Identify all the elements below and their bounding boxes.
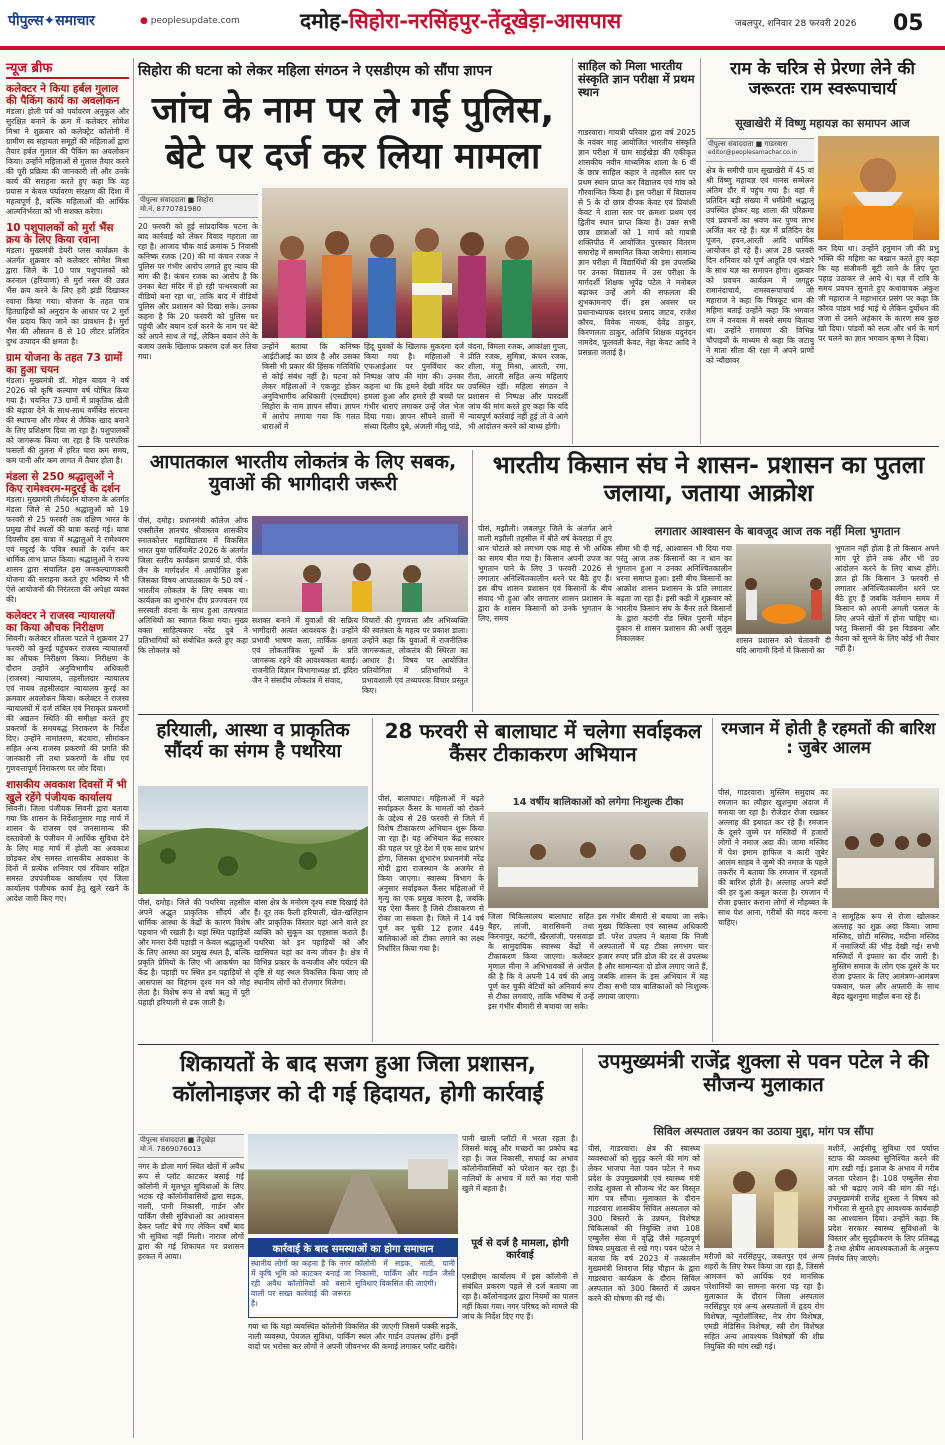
photo-iftar-gathering (832, 788, 939, 908)
subhead-kisan: लगातार आश्वासन के बावजूद आज तक नहीं मिला भुगतान (654, 524, 901, 538)
inset-col-1: स्थानीय लोगों का कहना है कि नगर में कृषि भूमि को काटकर बनाई जा रही अवैध कॉलोनियों को बसाने वालों पर सख्त कार्रवाई की जरूरत है। (251, 1259, 351, 1309)
headline-shukla: उपमुख्यमंत्री राजेंद्र शुक्ला से पवन पटेल ने की सौजन्य मुलाकात (598, 1049, 929, 1096)
shukla-col-2: मरीजों को नरसिंहपुर, जबलपुर एवं अन्य शहरों के लिए रेफर किया जा रहा है, जिससे आमजन को आर्थिक एवं मानसिक परेशानियों का सामना करना पड़ रहा है। मुलाकात के दौरान जिला अस्पताल नरसिंहपुर एवं अन्य अस्पतालों में हृदय रोग विशेषज्ञ, न्यूरोलॉजिस्ट, नेत्र रोग विशेषज्ञ, एमडी मेडिसिन विशेषज्ञ, स्त्री रोग विशेषज्ञ सहित अन्य आवश्यक विशेषज्ञों की शीघ्र नियुक्ति की मांग रखी गई। (704, 1252, 824, 1352)
photo-pathariya-landscape (138, 786, 368, 894)
column-divider (712, 718, 713, 1042)
byline-text: पीपुल्स संवाददाता ■ तेंदूखेड़ा (140, 1136, 216, 1144)
brief-body: मंडला। मुख्यमंत्री डॉ. मोहन यादव ने वर्ष 2026 को कृषि कल्याण वर्ष घोषित किया गया है। चयनित 73 ग्रामों में प्राकृतिक खेती की बढ़ावा देने के साथ-साथ वर्मीबेड संरचना की स्थापना और गोबर से जैविक खाद बनाने के लिए प्रशिक्षण दिया जा रहा है। पशुपालकों को जागरूक किया जा रहा है कि पारंपरिक फसलों की तुलना में हरित चारा कम समय, कम पानी और कम लागत में तैयार होता है। (6, 375, 129, 465)
road-illustration (248, 1134, 458, 1234)
dateline: जबलपुर, शनिवार 28 फरवरी 2026 (735, 19, 857, 29)
brief-body: मंडला। होली पर्व को पर्यावरण अनुकूल और सुरक्षित बनाने के क्रम में कलेक्टर सोमेश मिश्रा ने शुक्रवार को कलेक्ट्रेट कॉलोनी में ग्रामीण स्व सहायता समूहों की महिलाओं द्वारा तैयार हर्बल गुलाल की पैकिंग का अवलोकन किया। उन्होंने महिलाओं से गुलाल तैयार करने की पूरी प्रक्रिया की जानकारी ली और उनके कार्य की सराहना करते हुए कहा कि यह प्रयास न केवल पर्यावरण संरक्षण की दिशा में महत्वपूर्ण है, बल्कि महिलाओं की आर्थिक आत्मनिर्भरता को भी सशक्त करेगा। (6, 107, 129, 217)
colonizer-col-3: पानी खाली प्लॉटों में भरता रहता है। जिससे बदबू और मच्छरों का प्रकोप बढ़ रहा है। जल निकासी, सफाई का अभाव कॉलोनीवासियों को परेशान कर रहा है। नालियों के अभाव में घरों का गंदा पानी खुले में बहता है। (462, 1134, 578, 1194)
column-divider (572, 58, 573, 444)
ramzan-col-1: पीसं, गाडरवारा। मुस्लिम समुदाय का रमजान का त्यौहार खुशनुमा अंदाज में मनाया जा रहा है। रोजेदार रोजा रखकर अल्लाह की इबादत कर रहे हैं। रमजान के दूसरे जुम्मे पर मस्जिदों में हजारों लोगों ने नमाज अदा की। जामा मस्जिद में पेश इमाम हाफिज व कारी जुबेर आलम साहब ने जुम्मे की नमाज के पहले तकरीर में बताया कि रमजान में रहमतों की बारिश होती है। अल्लाह अपने बंदों की हर दुआ कबूल करता है। रमजान में रोजा इफ्तार कराना लोगों से मोहब्बत के साथ पेश आना, गरीबों की मदद करना चाहिए। (718, 788, 828, 928)
byline-mobile: मो.नं. 7869076013 (140, 1145, 202, 1153)
page-number: 05 (893, 11, 924, 36)
colonizer-col-3b: एसडीएम कार्यालय में इस कॉलोनी से संबंधित प्रकरण पहले से दर्ज बताया जा रहा है। कॉलोनाइजर द्वारा नियमों का पालन नहीं किया गया। नगर परिषद को मामले की जांच के निर्देश दिए गए हैं। (462, 1272, 579, 1322)
ram-col-1: क्षेत्र के समीपी ग्राम सूखाखेरी में 45 वां श्री विष्णु महायज्ञ एवं मानस सम्मेलन अंतिम दौर में पहुंच गया है। वहां में प्रतिदिन बड़ी संख्या में धर्मप्रेमी श्रद्धालु उपस्थित होकर यह शाला की परिक्रमा एवं प्रवचनों का श्रवण कर पुण्य लाभ अर्जित कर रहे हैं। यज्ञ में प्रतिदिन देव पूजन, हवन,आरती आदि धार्मिक आयोजन हो रहे हैं। आज 28 फरवरी दिन शनिवार को पूर्ण आहुति एवं भंडारे के साथ यज्ञ का समापन होगा। शुक्रवार को प्रवचन कार्यक्रम में जगद्गुरु रामानंदाचार्य, रामस्वरूपाचार्य जी महाराज ने कहा कि चित्रकूट धाम की महिमा बताई उन्होंने कहा कि भगवान राम ने वनवास में सबसे समय बिताया था। उन्होंने रामायण की विभिन्न चौपाइयों के माध्यम से कहा कि जटायु ने माता सीता की रक्षा में अपने प्राणों को न्यौछावर (706, 166, 814, 366)
column-divider (372, 718, 373, 1042)
column-divider (133, 58, 134, 1438)
brief-headline: ग्राम योजना के तहत 73 ग्रामों का हुआ चयन (6, 351, 123, 376)
byline-sihora (138, 194, 258, 218)
byline-text: पीपुल्स संवाददाता ■ गाडरवारा (708, 140, 788, 148)
photo-effigy-burning (736, 544, 831, 634)
website[interactable]: ● peoplesupdate.com (140, 16, 240, 26)
section-rule (138, 1044, 939, 1045)
crowd-illustration (262, 188, 568, 338)
protest-illustration (736, 544, 831, 634)
saint-illustration (818, 136, 939, 240)
subheadline-colonizer: पूर्व से दर्ज है मामला, होगी कार्रवाई (471, 1238, 569, 1261)
subhead-ram: सूखाखेरी में विष्णु महायज्ञ का समापन आज (735, 117, 910, 130)
headline-ramzan: रमजान में होती है रहमतों की बारिश : जुबेर आलम (721, 719, 936, 757)
byline-mobile: मो.नं. 8770781980 (140, 205, 202, 213)
pathariya-col-2: बांसा क्षेत्र के मनोरम दृश्य स्पष्ट दिखाई देते हैं। दूर तक फैली हरियाली, खेत-खलिहान और प्राकृतिक विस्तार यहां आने वाले हर व्यक्ति को सुकून का एहसास कराते हैं। पथरिया को इन पहाड़ियों को और खासियत यहां का वन्य जीवन है। क्षेत्र में विभिन्न प्रकार के वन्यजीव और पर्यटन की दृष्टि से यह स्थल विकसित किया जाए तो स्थानीय लोगों को रोजगार मिलेगा। (254, 898, 368, 988)
section-rule (138, 446, 939, 447)
inset-title: कार्रवाई के बाद समस्याओं का होगा समाधान (249, 1239, 457, 1257)
brief-body: मंडला। मुख्यमंत्री डेयरी प्लस कार्यक्रम के अंतर्गत शुक्रवार को कलेक्टर सोमेश मिश्रा द्वारा जिले के 10 पात्र पशुपालकों को करनाल (हरियाणा) से मुर्रा नस्ल की उन्नत भैंस क्रय करने के लिए हरी झंडी दिखाकर रवाना किया गया। योजना के तहत पात्र हितग्राहियों को अनुदान के आधार पर 2 मुर्रा भैंस प्रदाय किए जाने का प्रावधान है। मुर्रा भैंस की औसतन 8 से 10 लीटर प्रतिदिन दुग्ध उत्पादन की क्षमता है। (6, 246, 129, 346)
news-brief-label: न्यूज ब्रीफ (6, 58, 129, 79)
byline-ram (706, 138, 814, 162)
region-title-damoh: दमोह- (300, 9, 350, 33)
sihora-col-4: वंदना, विमला रजक, आकांक्षा गुप्ता, प्रीति रजक, सुमित्रा, कंचन रजक, शीला, मंजू मिश्रा, आरती, रमा, रीता, आरती सहित अन्य महिलाएं उपस्थित रहीं। महिला संगठन ने प्रशासन से निष्पक्ष और पारदर्शी जांच की मांग करते हुए कहा कि यदि न्यायपूर्ण कार्रवाई नहीं हुई तो वे आगे भी आंदोलन करने को बाध्य होंगी। (468, 342, 568, 432)
handshake-illustration (704, 1144, 824, 1248)
photo-health-meeting (488, 812, 708, 908)
subhead-shukla: सिविल अस्पताल उन्नयन का उठाया मुद्दा, मांग पत्र सौंपा (653, 1125, 874, 1138)
headline-ram: राम के चरित्र से प्रेरणा लेने की जरूरतः राम स्वरूपाचार्य (730, 59, 915, 99)
brief-body: सिवनी। कलेक्टर शीतला पटले ने शुक्रवार 27 फरवरी को कुरई पहुंचकर राजस्व न्यायालयों का औचक निरीक्षण किया। निरीक्षण के दौरान उन्होंने अनुविभागीय अधिकारी (राजस्व) न्यायालय, तहसीलदार न्यायालय एवं नायब तहसीलदार न्यायालय कुरई का क्रमवार अवलोकन किया। कलेक्टर ने राजस्व न्यायालयों में दर्ज लंबित एवं निराकृत प्रकरणों की अद्यतन स्थिति की समीक्षा करते हुए प्रकरणों के समयबद्ध निराकरण के निर्देश दिए। उन्होंने नामांतरण, बंटवारा, सीमांकन सहित अन्य राजस्व प्रकरणों की प्रगति की जानकारी ली तथा प्रकरणों के शीघ्र एवं गुणवत्तापूर्ण निराकरण पर जोर दिया। (6, 634, 129, 774)
brief-body: सिवनी। जिला पंजीयक सिवनी द्वारा बताया गया कि शासन के निर्देशानुसार माह मार्च में शासन के राजस्व एवं जनसामान्य की दस्तावेजों के पंजीयन में आर्थिक सुविधा देने के लिए माह मार्च में होली का अवकाश छोड़कर शेष समस्त शासकीय अवकाश के दिनों में प्रत्येक शनिवार एवं रविवार सहित समस्त उपपंजीयक कार्यालय एवं जिला कार्यालय पंजीयक कार्य हेतु खुले रखने के आदेश जारी किए गए। (6, 803, 129, 903)
headline-pariksha: साहिल को मिला भारतीय संस्कृति ज्ञान परीक्षा में प्रथम स्थान (578, 59, 695, 100)
kisan-col-3: भुगतान नहीं होता है तो किसान अपने मांग पूरे होने तक और भी उग्र आंदोलन करने के लिए बाध्य होंगे। ज्ञात हो कि किसान 3 फरवरी से लगातार अनिश्चितकालीन धरने पर बैठे हुए हैं जबकि वर्तमान समय में किसान को अपनी अगली फसल के लिए अपने खेतों में होना चाहिए था। परंतु किसानों की इस विडंबना और वेदना को सुनने के लिए कोई भी तैयार नहीं है। (835, 544, 939, 654)
ramzan-col-2: ने सामूहिक रूप से रोजा खोलकर अल्लाह का शुक्र अदा किया। जामा मस्जिद, छोटी मस्जिद, मदीना मस्जिद में नमाजियों की भीड़ देखी गई। सभी मस्जिदों में इफ्तार का दौर जारी है। मुस्लिम समाज के लोग एक दूसरे के घर रोजा इफ्तार के लिए आमंत्रण-आमंत्रण पकवान, फल और अफ्तारी के साथ बेहद खुशनुमा माहौल बना रहे हैं। (832, 912, 939, 1002)
kicker-sihora: सिहोरा की घटना को लेकर महिला संगठन ने एसडीएम को सौंपा ज्ञापन (138, 63, 492, 79)
masthead-rule (0, 46, 945, 50)
sihora-col-2: उन्होंने बताया कि कनिष्क आईटीआई का छात्र है और उसका किसी भी प्रकार की हिंसक गतिविधि से कोई संबंध नहीं है। घटना को लेकर महिलाओं ने एकजुट होकर अनुविभागीय अधिकारी (एसडीएम) सिहोरा के नाम ज्ञापन सौंपा। ज्ञापन में आरोप लगाया गया कि गलत धाराओं में (262, 342, 360, 432)
headline-pathariya: हरियाली, आस्था व प्राकृतिक सौंदर्य का संगम है पथरिया (156, 720, 350, 763)
colonizer-col-1: नगर के डोला मार्ग स्थित खेतों में अवैध रूप से प्लॉट काटकर बसाई गई कॉलोनी में मूलभूत सुविधाओं के लिए भटक रहे कॉलोनीवासियों द्वारा सड़क, नाली, पानी निकासी, गार्डन और पार्किंग जैसी सुविधाओं का आश्वासन देकर प्लॉट बेचे गए लेकिन वर्षों बाद भी सुविधा नहीं मिली। नाराज लोगों द्वारा की गई शिकायत पर प्रशासन हरकत में आया। (138, 1162, 244, 1262)
photo-youth-parliament (252, 516, 468, 612)
photo-ram-swaroopacharya (818, 136, 939, 240)
pariksha-body: गाडरवारा। गायत्री परिवार द्वारा वर्ष 2025 के नवंबर माह आयोजित भारतीय संस्कृति ज्ञान परीक्षा में ग्राम साईखेड़ा की एकीकृत शासकीय नवीन माध्यमिक शाला के 6 वीं के छात्र साहिल कहार ने तहसील स्तर पर प्रथम स्थान प्राप्त कर विद्यालय एवं गांव को गौरवान्वित किया है। इस परीक्षा में विद्यालय से 5 के दो छात्र दीपक केवट एवं प्रियांशी केवट ने शाला स्तर पर क्रमशः प्रथम एवं द्वितीय स्थान प्राप्त किया है। उक्त सभी छात्र छात्राओं को 1 मार्च को गायत्री शक्तिपीठ में आयोजित पुरस्कार वितरण समारोह में सम्मानित किया जायेगा। सामान्य ज्ञान परीक्षा में विद्यार्थियों की इस उपलब्धि पर उनका विद्यालय में उस परीक्षा के मार्गदर्शी शिक्षक भूपेंद्र पटेल ने मनोबल बढ़ाकर उन्हें आगे की सफलता की शुभकामनाएं दीं। इस अवसर पर प्रधानाध्यापक दशरथ प्रसाद जाटव, राजेश कौरव, विवेक नायक, देवेंद्र ठाकुर, किरणलता ठाकुर, अतिथि शिक्षक यदुनंदन नामदेव, फूलवती केवट, नेहा केवट आदि ने प्रसन्नता जताई है। (578, 128, 696, 358)
photo-women-memorandum (262, 188, 568, 338)
hills-illustration (138, 786, 368, 894)
stage-illustration (252, 516, 468, 612)
column-divider (700, 58, 701, 444)
kisan-col-2: सीमा भी दी गई, आश्वासन भी दिया गया परंतु आज तक किसानों का न धान का भुगतान हुआ न उनका अनिश्चितकालीन धरना समाप्त हुआ। इसी बीच किसानों का आक्रोश शासन प्रशासन के प्रति लगातार बढ़ता जा रहा है। इसी कड़ी में शुक्रवार को भारतीय किसान संघ के बैनर तले किसानों के द्वारा कटंगी रोड स्थित पुरानी मोहन दुकान से शासन प्रशासन की अर्थी जुलूस निकालकर (616, 544, 732, 644)
cancer-col-1: पीसं, बालाघाट। महिलाओं में बढ़ते सर्वाइकल कैंसर के मामलों को रोकने के उद्देश्य से 28 फरवरी से जिले में विशेष टीकाकरण अभियान शुरू किया जा रहा है। यह अभियान केंद्र सरकार की पहल पर पूरे देश में एक साथ प्रारंभ होगा, जिसका शुभारंभ प्रधानमंत्री नरेंद्र मोदी द्वारा राजस्थान के अजमेर से किया जाएगा। स्वास्थ्य विभाग के अनुसार सर्वाइकल कैंसर महिलाओं में मृत्यु का एक प्रमुख कारण है, जबकि यह ऐसा कैंसर है जिसे टीकाकरण से रोका जा सकता है। जिले में 14 वर्ष पूर्ण कर चुकी 12 हजार 449 बालिकाओं को टीका लगाने का लक्ष्य निर्धारित किया गया है। (378, 794, 484, 954)
iftar-illustration (832, 788, 939, 908)
pathariya-col-1: पीसं, दमोह। जिले की पथरिया तहसील अपने अद्भुत प्राकृतिक सौंदर्य और धार्मिक आस्था के केंद्रों के कारण विशेष पहचान भी रखती है। यहां स्थित पहाड़ियों और मनरा देवी पहाड़ी न केवल श्रद्धालुओं के लिए आस्था का प्रमुख स्थल है, बल्कि प्रकृति प्रेमियों के लिए भी आकर्षण का केंद्र है। पहाड़ी पर स्थित इन पहाड़ियों से आसपास का विहंगम दृश्य मन को मोह लेता है। विशेष रूप से वर्षा ऋतु में पूरी पहाड़ी हरियाली से ढक जाती है। (138, 898, 250, 1008)
cancer-col-3: इस गंभीर बीमारी से बचाया जा सके। मुख्य चिकित्सा एवं स्वास्थ्य अधिकारी डॉ. परेश उपलप ने बताया कि निजी अस्पतालों में यह टीका लगभग चार हजार रुपए प्रति डोज की दर से उपलब्ध है और सामान्यतः दो डोज लगाए जाते हैं, जबकि शासन के इस अभियान में यह टीका सभी पात्र बालिकाओं को निःशुल्क लगाया जाएगा। (598, 912, 708, 1002)
brief-headline: कलेक्टर ने राजस्व न्यायालयों का किया औचक निरीक्षण (6, 610, 115, 635)
aapatkal-col-2: सशक्त बनाने में युवाओं की सक्रिय भागीदारी अत्यंत आवश्यक है। उन्होंने प्रभावी भाषण कला, तार्किक क्षमता एवं लोकतांत्रिक मूल्यों के प्रति जागरूक रहने की आवश्यकता बताई। राजनीति विज्ञान विभागाध्यक्ष डॉ. इंदिरा जैन ने संसदीय लोकतंत्र में संवाद, (252, 616, 358, 686)
ram-col-2: कर दिया था। उन्होंने हनुमान जी की प्रभु भक्ति की महिमा का बखान करते हुए कहा कि यह संजीवनी बूटी लाने के लिए पूरा पहाड़ उठाकर ले आये थे। यज्ञ में रात्रि के समय प्रवचन सुनाते हुए कथावाचक अंकुश जी महाराज ने महाभारत प्रसंग पर कहा कि कौरव पांडव भाई भाई थे लेकिन दुर्योधन की जजा से उसने अहंकार के कारण सब कुछ खो दिया। पांडवों को सत्य और धर्म के मार्ग पर चलने का ज्ञान भगवान कृष्ण ने दिया। (818, 244, 939, 344)
headline-colonizer: शिकायतों के बाद सजग हुआ जिला प्रशासन, कॉलोनाइजर को दी गई हिदायत, होगी कार्रवाई (172, 1052, 544, 1107)
brief-headline: मंडला से 250 श्रद्धालुओं ने किए रामेश्वरम-मदुरई के दर्शन (6, 470, 120, 495)
headline-aapatkal: आपातकाल भारतीय लोकतंत्र के लिए सबक, युवाओं की भागीदारी जरूरी (149, 451, 457, 495)
aapatkal-col-3: विचारों की गुणवत्ता और अभिव्यक्ति की स्वतंत्रता के महत्व पर प्रकाश डाला। उन्होंने कहा कि युवाओं में राजनीतिक जागरूकता, लोकतंत्र की स्थिरता का आधार है। विषय पर आयोजित प्रतियोगिता में प्रतिभागियों ने प्रभावशाली एवं तथ्यपरक विचार प्रस्तुत किए। (362, 616, 468, 696)
aapatkal-col-1: पीसं, दमोह। प्रधानमंत्री कॉलेज ऑफ एक्सीलेंस ज्ञानचंद श्रीवास्तव शासकीय स्नातकोत्तर महाविद्यालय में विकसित भारत युवा पार्लियामेंट 2026 के अंतर्गत जिला स्तरीय कार्यक्रम प्राचार्य प्रो. पीके जैन के मार्गदर्शन में आयोजित हुआ जिसका विषय आपातकाल के 50 वर्ष - भारतीय लोकतंत्र के लिए सबक था। कार्यक्रम का शुभारंभ दीप प्रज्ज्वलन एवं सरस्वती वंदना के साथ हुआ तत्पश्चात अतिथियों का स्वागत किया गया। मुख्य वक्ता साहित्यकार नरेंद्र दुबे ने प्रतिभागियों को संबोधित करते हुए कहा कि लोकतंत्र को (138, 516, 248, 656)
region-title-rest: सिहोरा-नरसिंहपुर-तेंदूखेड़ा-आसपास (349, 9, 622, 33)
inset-col-2: कॉलोनी में सड़क, नाली, पानी निकासी, पार्किंग और गार्डन जैसी सुविधाएं विकसित की जाएंगी। (355, 1259, 455, 1289)
byline-text: पीपुल्स संवाददाता ■ सिहोरा (140, 196, 214, 204)
brand-name: पीपुल्स✦समाचार (8, 13, 95, 29)
inset-box (248, 1238, 458, 1318)
byline-colonizer (138, 1134, 244, 1158)
shukla-col-3: मशीनें, आईसीयू सुविधा एवं पर्याप्त स्टाफ की व्यवस्था सुनिश्चित करने की मांग रखी गई। इलाज के अभाव में गरीब जनता परेशान है। 108 एम्बुलेंस सेवा को भी बढ़ाए जाने की मांग की गई। उपमुख्यमंत्री राजेंद्र शुक्ला ने विषय को गंभीरता से सुनते हुए आवश्यक कार्यवाही का आश्वासन दिया। उन्होंने कहा कि प्रदेश सरकार स्वास्थ्य सुविधाओं के विस्तार और सुदृढ़ीकरण के लिए प्रतिबद्ध है तथा क्षेत्रीय आवश्यकताओं के अनुरूप निर्णय लिए जाएंगे। (828, 1144, 939, 1264)
shukla-col-1: पीसं, गाडरवारा। क्षेत्र की स्वास्थ्य व्यवस्थाओं को सुदृढ़ करने की मांग को लेकर भाजपा नेता पवन पटेल ने मध्य प्रदेश के उपमुख्यमंत्री एवं स्वास्थ्य मंत्री राजेंद्र शुक्ला से सौजन्य भेंट कर विस्तृत मांग पत्र सौंपा। मुलाकात के दौरान गाडरवारा शासकीय सिविल अस्पताल को 300 बिस्तरों के उन्नयन, विशेषज्ञ चिकित्सकों की नियुक्ति तथा 108 एम्बुलेंस सेवा में वृद्धि जैसे महत्वपूर्ण विषय प्रमुखता से रखे गए। पवन पटेल ने बताया कि वर्ष 2023 में तत्कालीन मुख्यमंत्री शिवराज सिंह चौहान के द्वारा गाडरवारा कार्यक्रम के दौरान सिविल अस्पताल को 300 बिस्तरों में उन्नयन करने की घोषणा की गई थी। (588, 1144, 700, 1304)
brief-headline: शासकीय अवकाश दिवसों में भी खुले रहेंगे पंजीयक कार्यालय (6, 779, 127, 804)
meeting-illustration (488, 812, 708, 908)
photo-shukla-meeting (704, 1144, 824, 1248)
column-divider (582, 1048, 583, 1440)
brief-headline: 10 पशुपालकों को मुर्रा भैंस क्रय के लिए किया रवाना (6, 222, 114, 247)
column-divider (472, 450, 473, 712)
sihora-col-1: 20 फरवरी को हुई सांप्रदायिक घटना के बाद कार्रवाई को लेकर विवाद गहराता जा रहा है। आजाद चौक वार्ड क्रमांक 5 निवासी कनिष्क रजक (20) की मां कंचन रजक ने पुलिस पर गंभीर आरोप लगाते हुए न्याय की मांग की है। कंचन रजक का आरोप है कि उनका बेटा मंदिर में हो रही पत्थरबाजी का वीडियो बना रहा था, ताकि बाद में वीडियो पुलिस और प्रशासन को दिखा सके। उनका कहना है कि 20 फरवरी को पुलिस घर पहुंची और बयान दर्ज करने के नाम पर बेटे को अपने साथ ले गई, लेकिन बयान लेने के बजाय उसके खिलाफ प्रकरण दर्ज कर लिया गया। (138, 222, 258, 362)
byline-email: editor@peoplesamachar.co.in (708, 149, 798, 156)
colonizer-col-2: गया था कि यहां व्यवस्थित कॉलोनी विकसित की जाएगी जिसमें पक्की सड़कें, नाली व्यवस्था, पेयजल सुविधा, पार्किंग स्थल और गार्डन उपलब्ध होंगे। इन्हीं वादों पर भरोसा कर लोगों ने अपनी जीवनभर की कमाई लगाकर प्लॉट खरीदे। (248, 1322, 458, 1352)
photo-colony-road (248, 1134, 458, 1234)
headline-cancer: 28 फरवरी से बालाघाट में चलेगा सर्वाइकल कैंसर टीकाकरण अभियान (384, 719, 702, 766)
region-title (300, 4, 720, 38)
sihora-col-3: हिंदू युवकों के खिलाफ मुकदमा दर्ज किया गया है। महिलाओं ने एफआईआर पर पुनर्विचार कर निष्पक्ष जांच की मांग की। उनका कहना था कि हमने देखी मंदिर पर हमला हुआ और हमारे ही बच्चों पर गंभीर धाराएं लगाकर उन्हें जेल भेज दिया गया। ज्ञापन सौंपने वालों में संध्या दिलीप दुबे, अंजली मीलू पांडे, (364, 342, 464, 432)
globe-icon: ● (140, 16, 148, 26)
brief-headline: कलेक्टर ने किया हर्बल गुलाल की पैकिंग कार्य का अवलोकन (6, 83, 120, 108)
headline-kisan: भारतीय किसान संघ ने शासन- प्रशासन का पुतला जलाया, जताया आक्रोश (492, 451, 925, 507)
caption-kisan: शासन प्रशासन को चेतावनी दी यदि आगामी दिनों में किसानों का (736, 636, 831, 656)
headline-sihora: जांच के नाम पर ले गई पुलिस, बेटे पर दर्ज कर लिया मामला (151, 90, 555, 178)
news-brief-column (6, 58, 129, 1442)
subhead-cancer: 14 वर्षीय बालिकाओं को लगेगा निःशुल्क टीका (512, 797, 684, 808)
kisan-col-1: पीसं, मझौली। जबलपुर जिले के अंतर्गत आने वाली मझौली तहसील में बीते वर्ष केवराड़ा में हुए धान घोटाले को लगभग एक माह से भी अधिक का समय बीत गया है। किसान अपनी उपज का भुगतान पाने के लिए 3 फरवरी 2026 से लगातार अनिश्चितकालीन धरने पर बैठे हुए हैं। इस बीच शासन प्रशासन एवं किसानों के बीच संवाद भी हुआ और लगातार शासन प्रशासन के द्वारा के शासन किसानों को उनके भुगतान के लिए, समय (478, 524, 612, 624)
brief-body: मंडला। मुख्यमंत्री तीर्थदर्शन योजना के अंतर्गत मंडला जिले से 250 श्रद्धालुओं को 19 फरवरी से 25 फरवरी तक दक्षिण भारत के प्रमुख तीर्थ स्थलों की यात्रा कराई गई। यात्रा दिवसीय इस यात्रा में श्रद्धालुओं ने रामेश्वरम एवं मदुरई के पवित्र स्थलों के दर्शन कर धार्मिक लाभ प्राप्त किया। श्रद्धालुओं ने राज्य शासन द्वारा संचालित इस जनकल्याणकारी योजना की सराहना करते हुए भविष्य में भी ऐसे आयोजनों की निरंतरता की अपेक्षा व्यक्त की। (6, 494, 129, 605)
section-rule (138, 714, 939, 715)
masthead (0, 0, 945, 50)
brand-logo (8, 8, 138, 34)
cancer-col-2: जिला चिकित्सालय बालाघाट सहित बैहर, लांजी, वारासिवनी तथा किरनापुर, कटंगी, खैरलांजी, परसवाड़ा के सामुदायिक स्वास्थ्य केंद्रों में टीकाकरण किया जाएगा। कलेक्टर मृणाल मीना ने अभिभावकों से अपील की है कि वे अपनी 14 वर्ष की आयु पूर्ण कर चुकी बेटियों को अनिवार्य रूप से टीका लगवाएं, ताकि भविष्य में उन्हें इस गंभीर बीमारी से बचाया जा सके। (488, 912, 594, 1012)
